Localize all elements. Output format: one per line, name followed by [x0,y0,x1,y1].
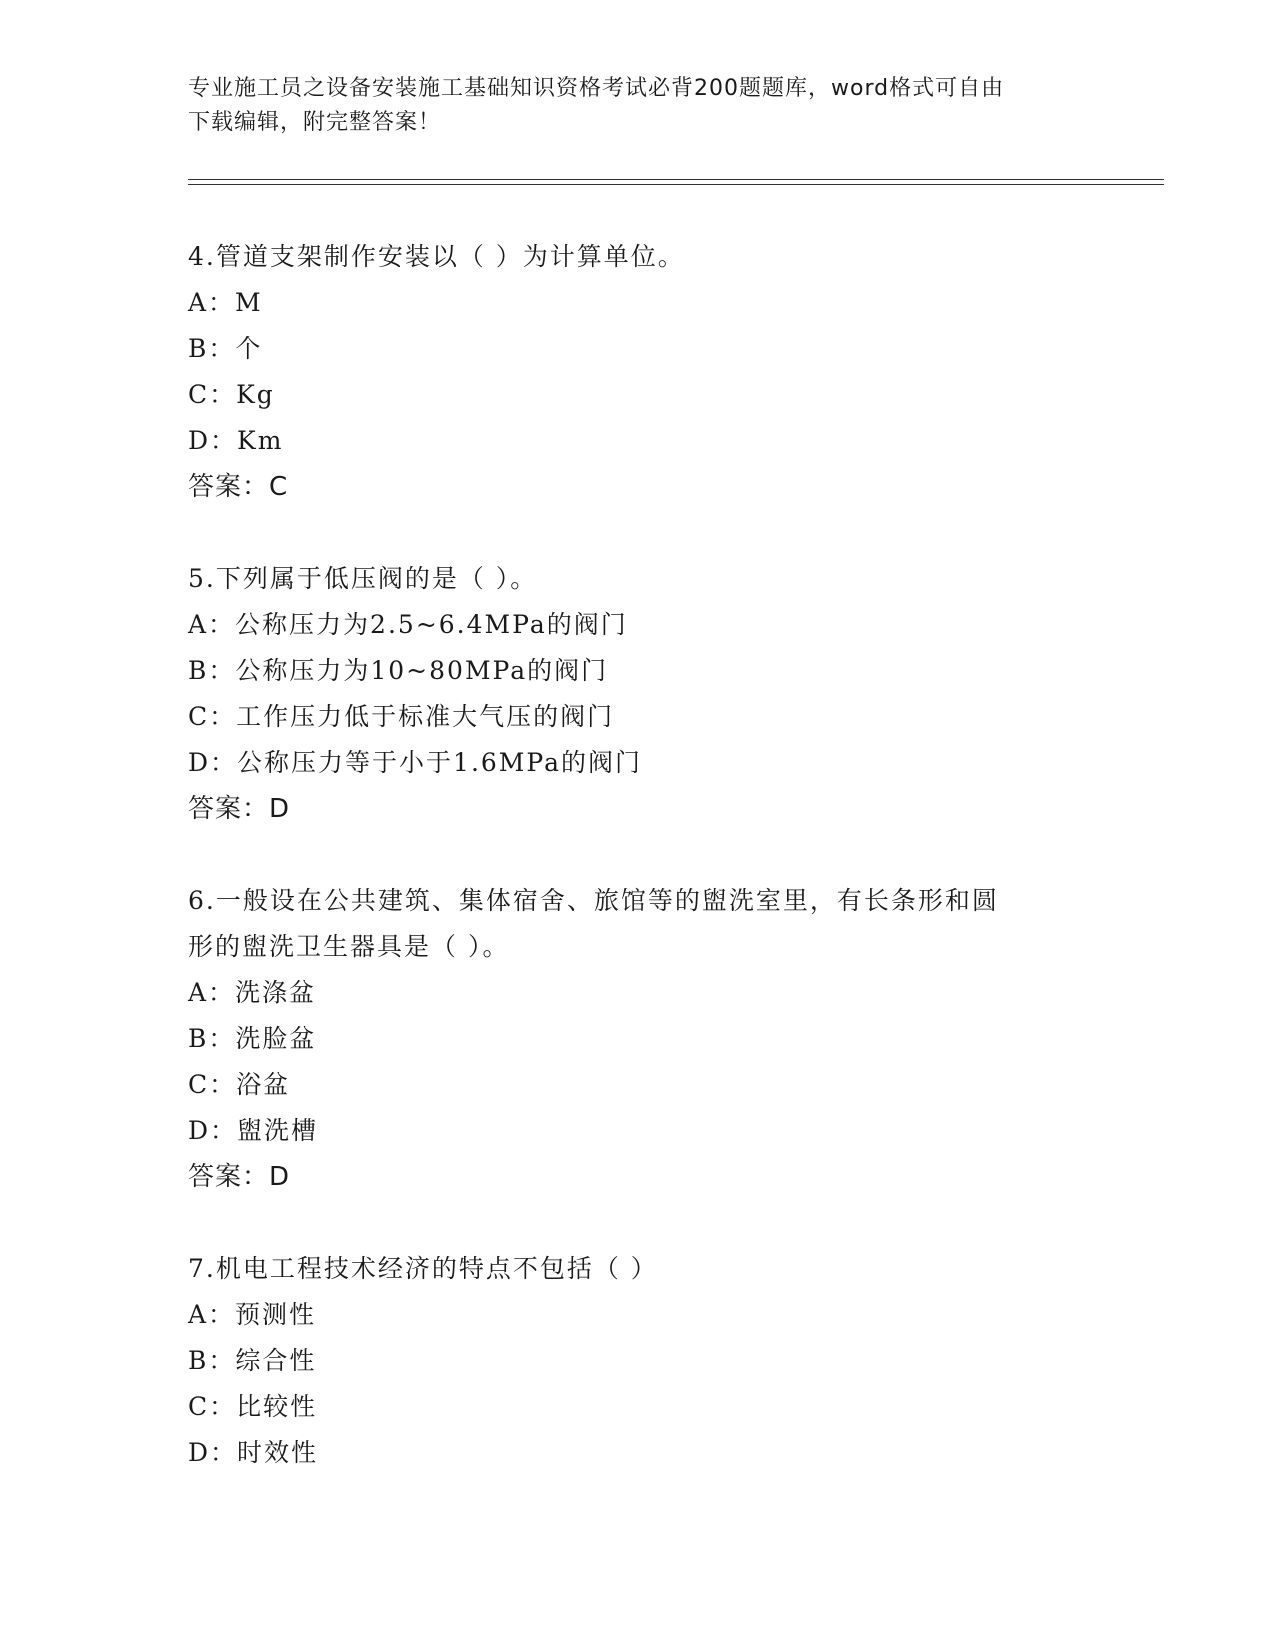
question-stem: 4.管道支架制作安装以（ ）为计算单位。 [188,242,685,271]
question-7 [188,1246,1088,1476]
header-line-1: 专业施工员之设备安装施工基础知识资格考试必背200题题库，word格式可自由 [188,76,1005,101]
option-b: B：公称压力为10~80MPa的阀门 [188,656,609,685]
header-divider-top [188,179,1164,180]
option-d: D：公称压力等于小于1.6MPa的阀门 [188,748,643,777]
option-c: C：比较性 [188,1392,318,1421]
option-c: C：工作压力低于标准大气压的阀门 [188,702,615,731]
option-c: C：浴盆 [188,1070,291,1099]
option-a: A：M [188,288,263,317]
option-a: A：公称压力为2.5~6.4MPa的阀门 [188,610,628,639]
option-a: A：洗涤盆 [188,978,317,1007]
option-d: D：盥洗槽 [188,1116,319,1145]
document-header [188,72,1068,140]
option-d: D：时效性 [188,1438,319,1467]
header-divider-bottom [188,184,1164,185]
question-stem-line-2: 形的盥洗卫生器具是（ ）。 [188,932,510,961]
answer-line: 答案：D [188,794,291,824]
option-b: B：洗脸盆 [188,1024,317,1053]
option-b: B：综合性 [188,1346,317,1375]
question-stem-line-1: 6.一般设在公共建筑、集体宿舍、旅馆等的盥洗室里，有长条形和圆 [188,886,999,915]
option-c: C：Kg [188,380,275,409]
question-stem: 5.下列属于低压阀的是（ ）。 [188,564,538,593]
question-5 [188,556,1088,832]
option-d: D：Km [188,426,284,455]
option-a: A：预测性 [188,1300,317,1329]
header-line-2: 下载编辑，附完整答案！ [188,110,442,135]
question-6 [188,878,1088,1200]
question-stem: 7.机电工程技术经济的特点不包括（ ） [188,1254,658,1283]
answer-line: 答案：C [188,472,289,502]
answer-line: 答案：D [188,1162,291,1192]
question-4 [188,234,1088,510]
option-b: B：个 [188,334,263,363]
